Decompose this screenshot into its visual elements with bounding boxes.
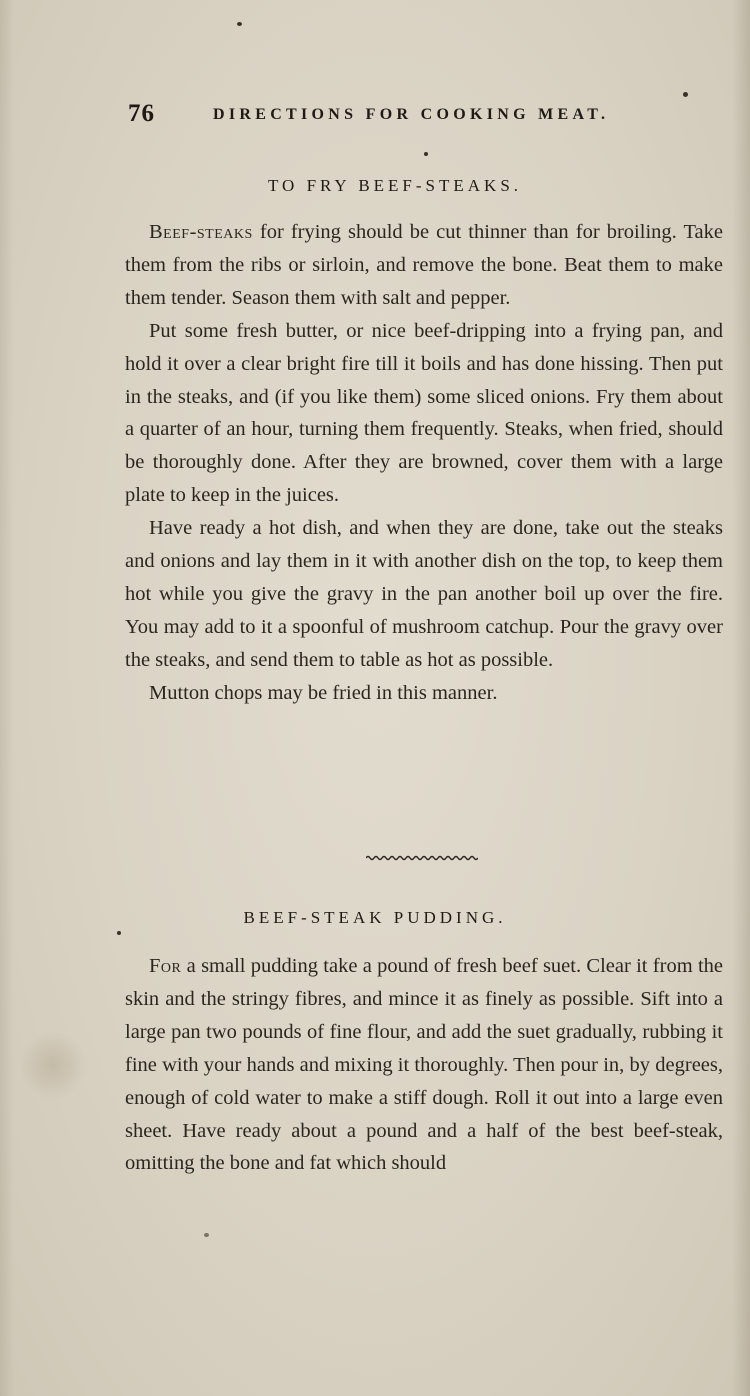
paragraph <box>125 677 723 710</box>
paragraph-text: Mutton chops may be fried in this manner. <box>149 681 498 704</box>
running-head <box>128 100 648 132</box>
paragraph-text: a small pudding take a pound of fresh beef suet. Clear it from the skin and the stringy fibres, and mince it as finely as possible. Sift into a large pan two pounds of fine flour, and add the suet gradually, rubbing it fine with your hands and mixing it thoroughly. Then pour in, by degrees, enough of cold water to make a stiff dough. Roll it out into a large even sheet. Have ready about a pound and a half of the best beef-steak, omitting the bone and fat which should <box>125 955 723 1175</box>
paper-speck <box>237 22 242 26</box>
paragraph-lead-words: For <box>149 955 182 977</box>
section-heading-beef-steak-pudding: BEEF-STEAK PUDDING. <box>243 908 507 927</box>
ornamental-wavy-rule <box>366 855 478 861</box>
paragraph-text: for frying should be cut thinner than for broiling. Take them from the ribs or sirloin, and remove the bone. Beat them to make them tender. Season them with salt and pepper. <box>125 221 723 309</box>
paper-stain <box>18 1030 88 1100</box>
section-body-beef-steak-pudding <box>125 950 723 1180</box>
section-body-fry-beef-steaks <box>125 216 723 710</box>
paragraph <box>125 512 723 677</box>
page-number: 76 <box>128 100 155 127</box>
paragraph <box>125 216 723 315</box>
paper-speck <box>204 1233 209 1237</box>
paper-speck <box>683 92 688 97</box>
section-heading-fry-beef-steaks: TO FRY BEEF-STEAKS. <box>267 176 523 195</box>
page-edge-shadow-left <box>0 0 14 1396</box>
paragraph <box>125 315 723 512</box>
paragraph <box>125 950 723 1180</box>
paragraph-text: Have ready a hot dish, and when they are done, take out the steaks and onions and lay them in it with another dish on the top, to keep them hot while you give the gravy in the pan another boil up over the fire. You may add to it a spoonful of mushroom catchup. Pour the gravy over the steaks, and send them to table as hot as possible. <box>125 517 723 671</box>
paragraph-text: Put some fresh butter, or nice beef-dripping into a frying pan, and hold it over a clear bright fire till it boils and has done hissing. Then put in the steaks, and (if you like them) some sliced onions. Fry them about a quarter of an hour, turning them frequently. Steaks, when fried, should be thoroughly done. After they are browned, cover them with a large plate to keep in the juices. <box>125 319 723 507</box>
paper-speck <box>117 931 121 935</box>
running-title: DIRECTIONS FOR COOKING MEAT. <box>213 106 610 123</box>
page-edge-shadow-right <box>732 0 750 1396</box>
paper-speck <box>424 152 428 156</box>
paragraph-lead-words: Beef-steaks <box>149 221 253 243</box>
